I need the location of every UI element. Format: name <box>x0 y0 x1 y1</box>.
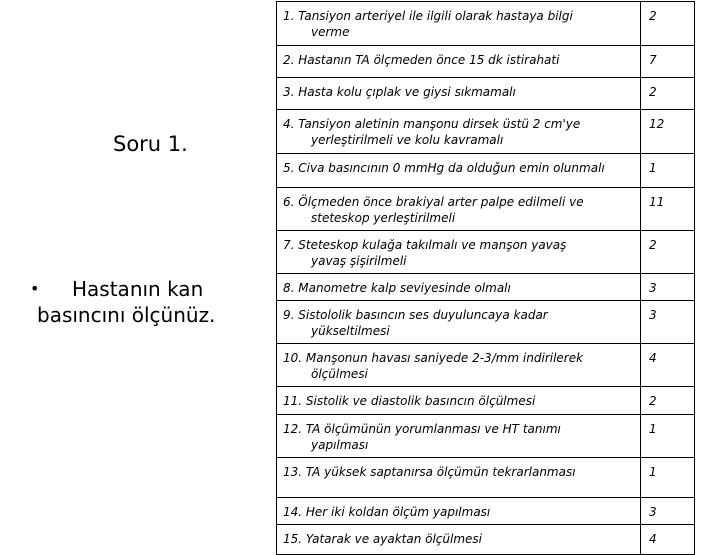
step-score: 4 <box>641 525 695 555</box>
step-description <box>277 387 641 415</box>
step-text-continuation: ölçülmesi <box>311 367 368 381</box>
page-title: Soru 1. <box>113 132 188 156</box>
step-text: 15. Yatarak ve ayaktan ölçülmesi <box>283 532 482 546</box>
task-line-2: basıncını ölçünüz. <box>37 303 216 327</box>
step-text: 14. Her iki koldan ölçüm yapılması <box>283 505 491 519</box>
step-score: 1 <box>641 415 695 458</box>
step-description <box>277 498 641 525</box>
step-text: 2. Hastanın TA ölçmeden önce 15 dk istirahati <box>283 53 560 67</box>
step-score: 1 <box>641 458 695 498</box>
step-text-continuation: steteskop yerleştirilmeli <box>311 211 456 225</box>
table-row <box>277 78 695 110</box>
step-text-continuation: yerleştirilmeli ve kolu kavramalı <box>311 133 504 147</box>
step-text: 4. Tansiyon aletinin manşonu dirsek üstü 2 cm'ye <box>283 117 581 131</box>
table-row <box>277 154 695 188</box>
table-row <box>277 274 695 301</box>
task-text <box>37 276 272 328</box>
step-score: 2 <box>641 231 695 274</box>
table-row <box>277 498 695 525</box>
table-row <box>277 344 695 387</box>
step-description <box>277 231 641 274</box>
step-score: 1 <box>641 154 695 188</box>
step-description <box>277 78 641 110</box>
step-score: 2 <box>641 2 695 46</box>
bullet-dot-icon: • <box>30 279 40 298</box>
step-score: 3 <box>641 498 695 525</box>
step-description <box>277 301 641 344</box>
step-score: 4 <box>641 344 695 387</box>
table-row <box>277 458 695 498</box>
step-score: 3 <box>641 274 695 301</box>
step-text: 3. Hasta kolu çıplak ve giysi sıkmamalı <box>283 85 516 99</box>
step-text: 12. TA ölçümünün yorumlanması ve HT tanımı <box>283 422 561 436</box>
step-description <box>277 344 641 387</box>
step-text: 10. Manşonun havası saniyede 2-3/mm indirilerek <box>283 351 584 365</box>
step-description <box>277 154 641 188</box>
step-description <box>277 458 641 498</box>
table-row <box>277 301 695 344</box>
step-description <box>277 274 641 301</box>
table-row <box>277 188 695 231</box>
step-text-continuation: yapılması <box>311 438 369 452</box>
steps-table <box>276 1 695 555</box>
step-text-continuation: yükseltilmesi <box>311 324 390 338</box>
step-score: 3 <box>641 301 695 344</box>
step-text-continuation: yavaş şişirilmeli <box>311 254 407 268</box>
table-row <box>277 387 695 415</box>
step-score: 12 <box>641 110 695 154</box>
step-score: 7 <box>641 46 695 78</box>
step-text: 8. Manometre kalp seviyesinde olmalı <box>283 281 511 295</box>
task-line-1: Hastanın kan <box>72 277 204 301</box>
step-text: 7. Steteskop kulağa takılmalı ve manşon yavaş <box>283 238 567 252</box>
step-text: 5. Civa basıncının 0 mmHg da olduğun emin olunmalı <box>283 161 605 175</box>
step-text: 11. Sistolik ve diastolik basıncın ölçülmesi <box>283 394 536 408</box>
step-score: 2 <box>641 387 695 415</box>
step-text: 6. Ölçmeden önce brakiyal arter palpe edilmeli ve <box>283 195 584 209</box>
table-row <box>277 110 695 154</box>
table-row <box>277 46 695 78</box>
table-row <box>277 415 695 458</box>
step-text-continuation: verme <box>311 25 350 39</box>
step-score: 11 <box>641 188 695 231</box>
step-description <box>277 188 641 231</box>
table-row <box>277 2 695 46</box>
step-text: 1. Tansiyon arteriyel ile ilgili olarak hastaya bilgi <box>283 9 573 23</box>
step-text: 13. TA yüksek saptanırsa ölçümün tekrarlanması <box>283 465 576 479</box>
step-description <box>277 46 641 78</box>
step-score: 2 <box>641 78 695 110</box>
step-description <box>277 2 641 46</box>
table-row <box>277 231 695 274</box>
step-description <box>277 110 641 154</box>
step-description <box>277 415 641 458</box>
step-text: 9. Sistololik basıncın ses duyuluncaya kadar <box>283 308 548 322</box>
